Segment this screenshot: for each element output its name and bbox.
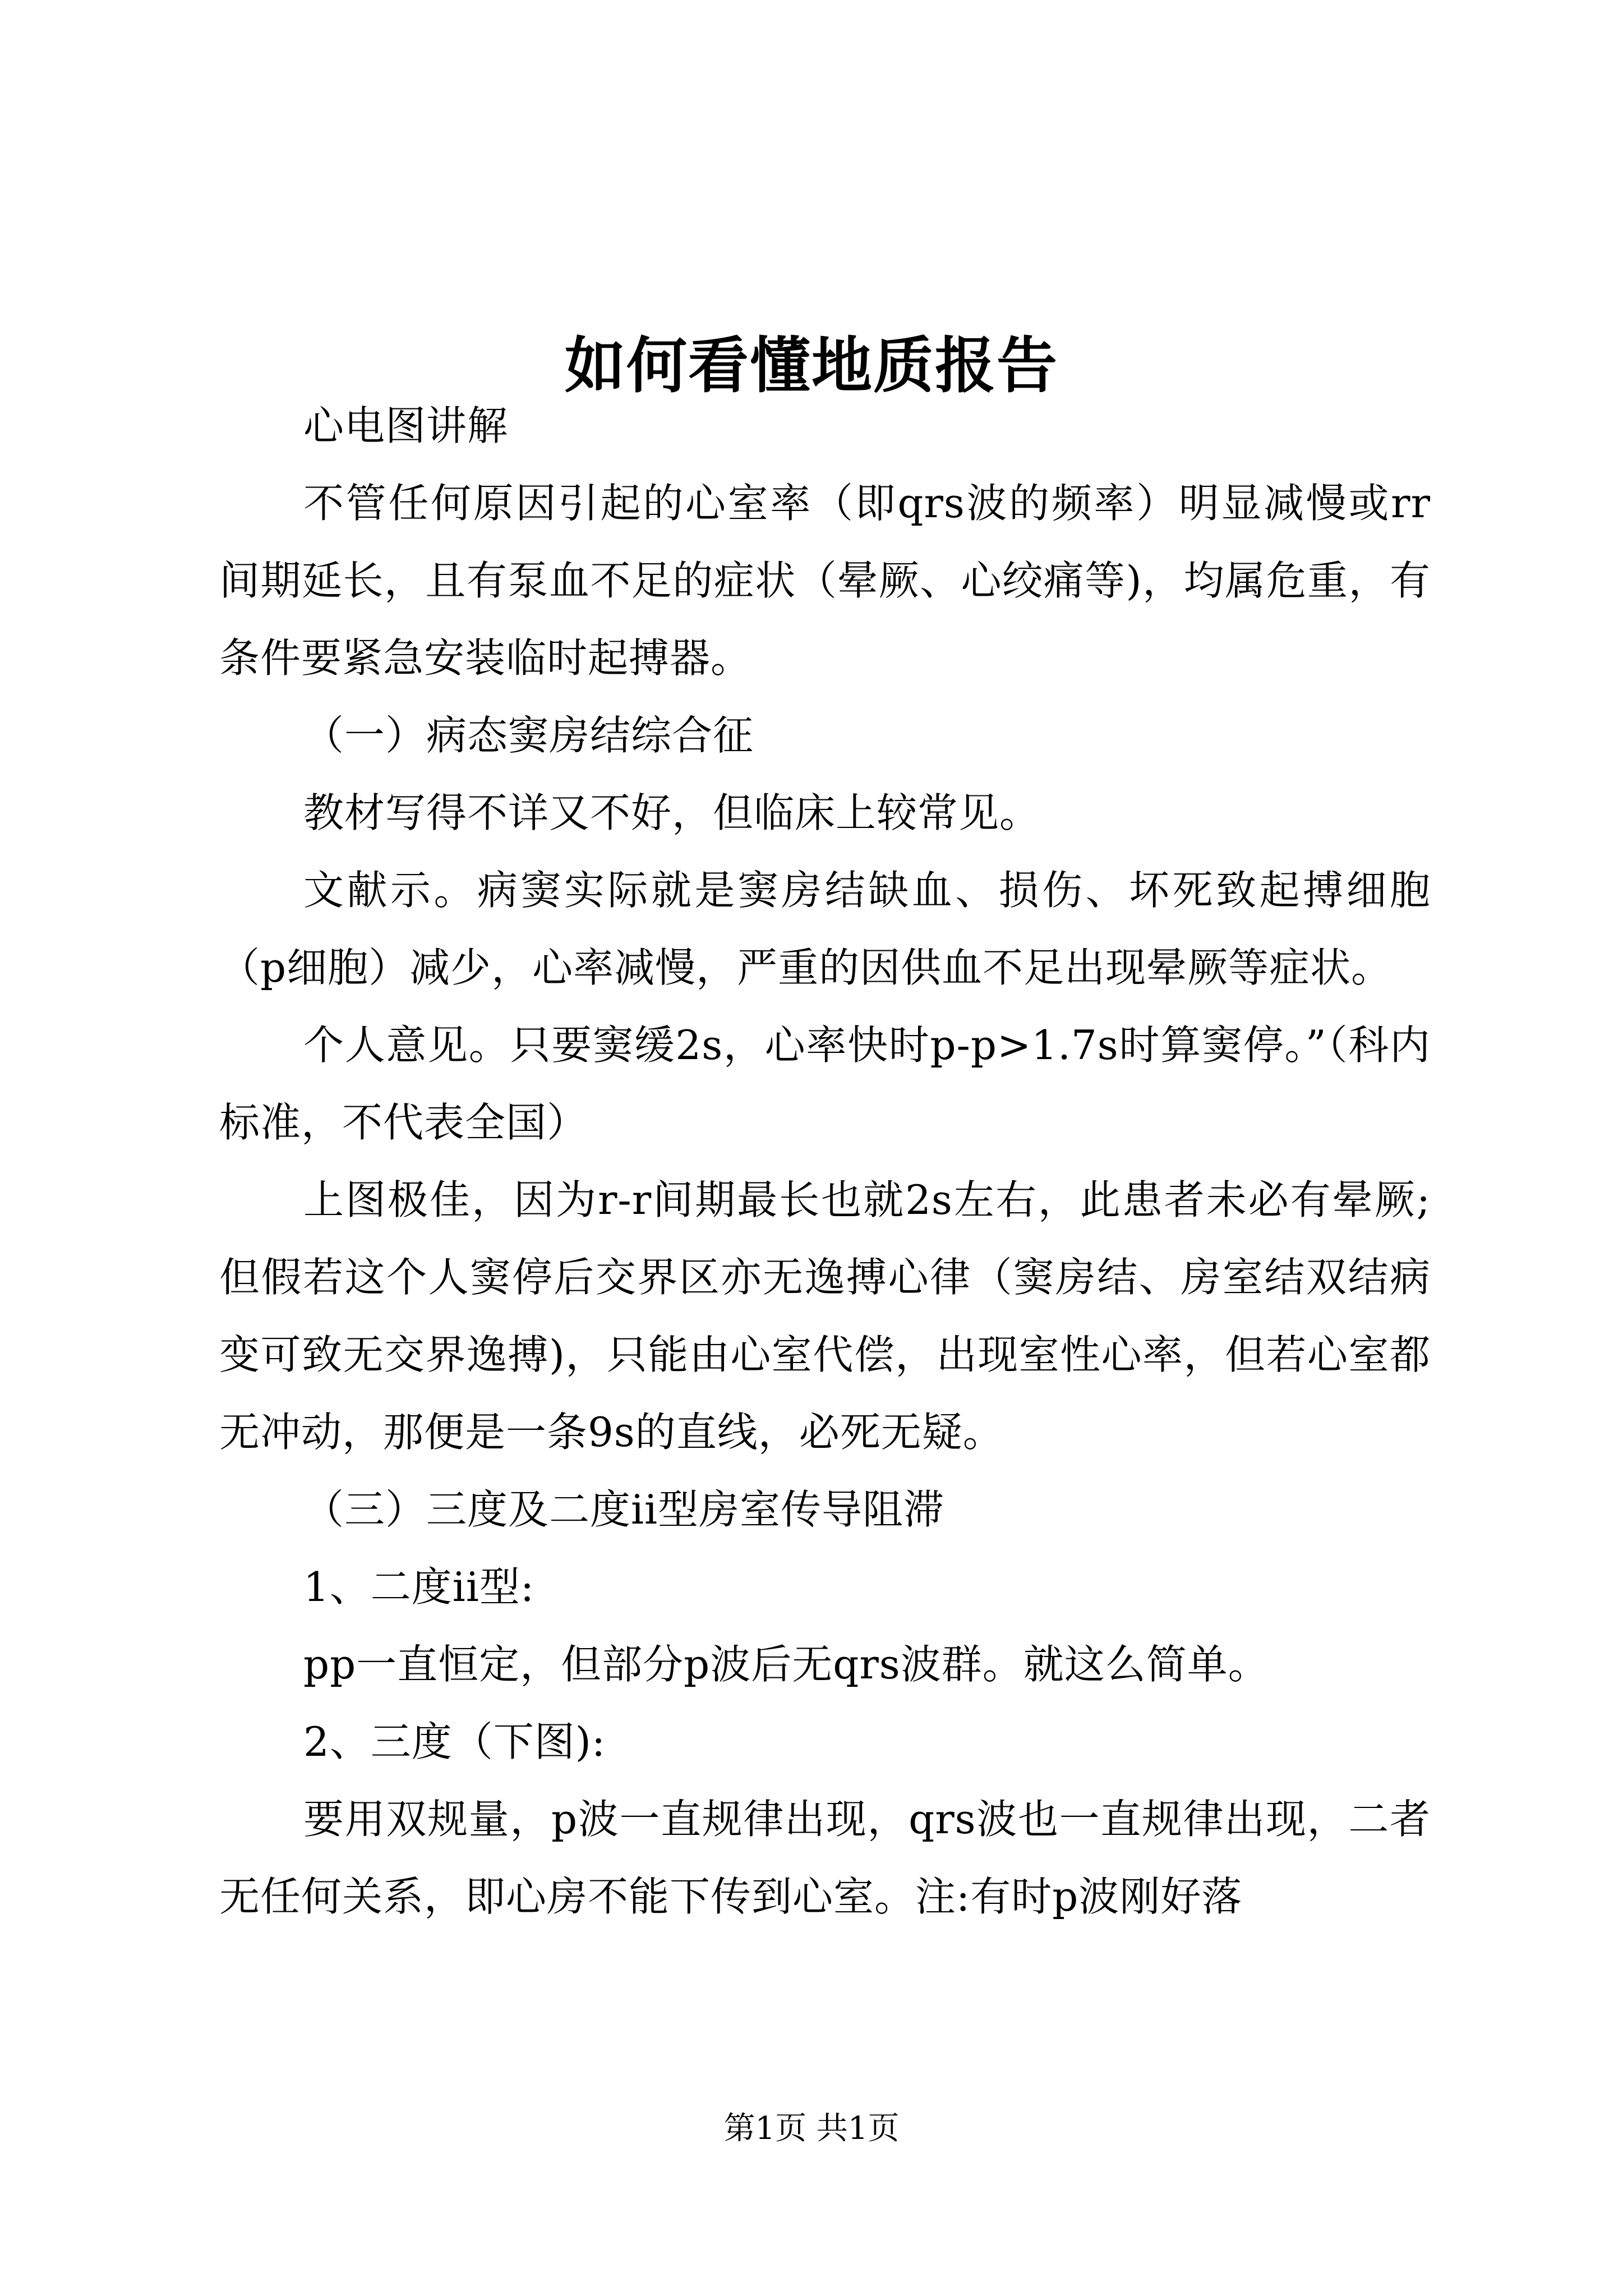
paragraph-figure-analysis: 上图极佳，因为r-r间期最长也就2s左右，此患者未必有晕厥;但假若这个人窦停后交界区亦无逸搏心律（窦房结、房室结双结病变可致无交界逸搏)，只能由心室代偿，出现室性心率，但若心室都无冲动，那便是一条9s的直线，必死无疑。 <box>219 1176 1431 1456</box>
paragraph-literature: 文献示。病窦实际就是窦房结缺血、损伤、坏死致起搏细胞（p细胞）减少，心率减慢，严重的因供血不足出现晕厥等症状。 <box>219 867 1431 991</box>
paragraph-intro: 不管任何原因引起的心室率（即qrs波的频率）明显减慢或rr间期延长，且有泵血不足的症状（晕厥、心绞痛等)，均属危重，有条件要紧急安装临时起搏器。 <box>219 480 1431 682</box>
paragraph-heading-ecg: 心电图讲解 <box>303 402 509 449</box>
paragraph-textbook: 教材写得不详又不好，但临床上较常见。 <box>303 789 1041 836</box>
document-title: 如何看懂地质报告 <box>564 330 1058 402</box>
document-body <box>219 387 1431 1935</box>
paragraph-third-degree-desc: 要用双规量，p波一直规律出现，qrs波也一直规律出现，二者无任何关系，即心房不能下传到心室。注:有时p波刚好落 <box>219 1796 1431 1920</box>
section-heading-av-block: （三）三度及二度ii型房室传导阻滞 <box>303 1486 945 1533</box>
section-heading-sick-sinus: （一）病态窦房结综合征 <box>303 712 754 759</box>
paragraph-second-degree-desc: pp一直恒定，但部分p波后无qrs波群。就这么简单。 <box>303 1641 1269 1688</box>
paragraph-personal-opinion: 个人意见。只要窦缓2s，心率快时p-p>1.7s时算窦停。”（科内标准，不代表全国） <box>219 1022 1431 1146</box>
page-footer: 第1页 共1页 <box>723 2110 900 2147</box>
list-item-second-degree: 1、二度ii型: <box>303 1563 535 1611</box>
list-item-third-degree: 2、三度（下图): <box>303 1718 606 1765</box>
